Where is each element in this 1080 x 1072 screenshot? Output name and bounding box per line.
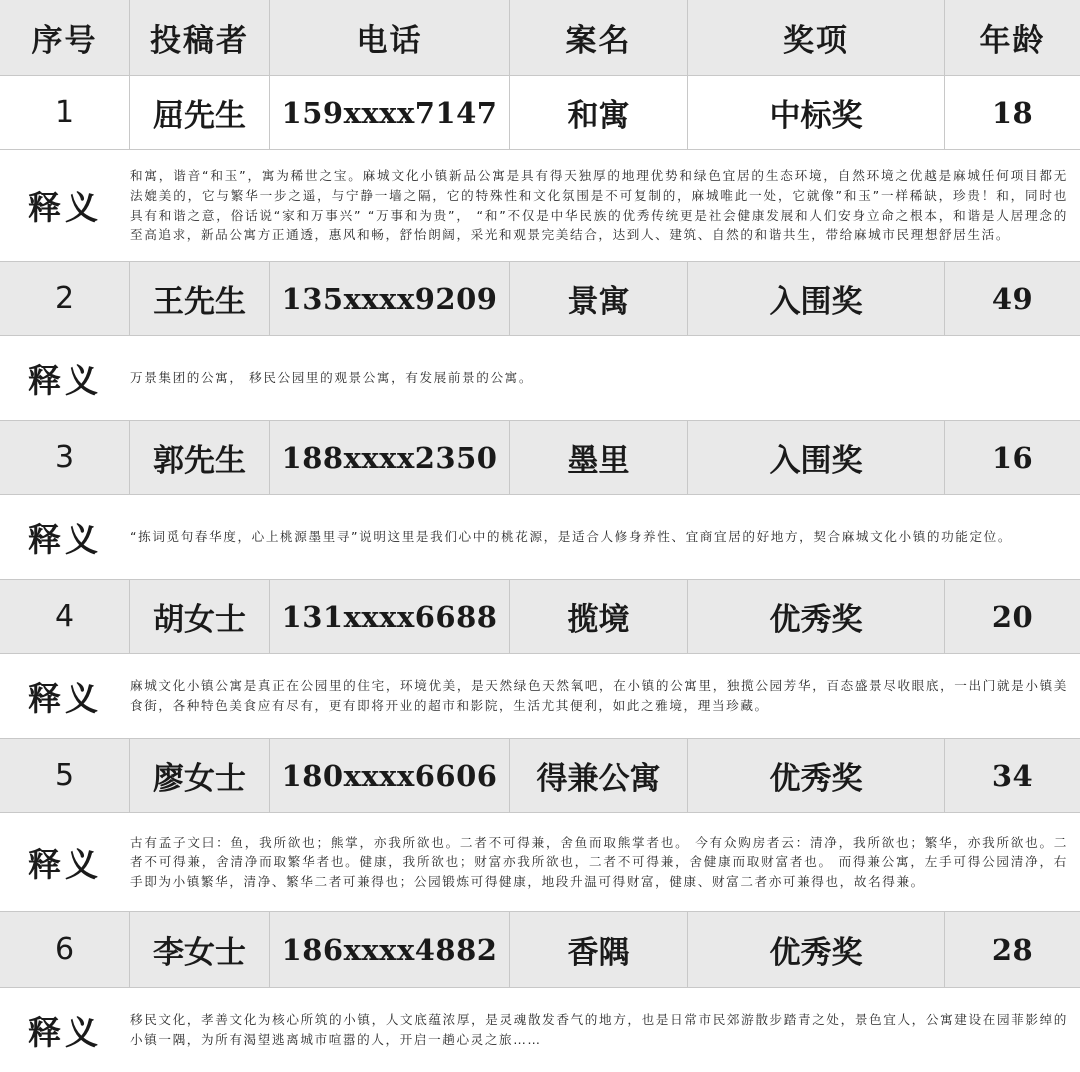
desc-text-content: 古有孟子文曰：鱼，我所欲也；熊掌，亦我所欲也。二者不可得兼，舍鱼而取熊掌者也。 今有众购房者云：清净，我所欲也；繁华，亦我所欲也。二者不可得兼，舍清净而取繁华者也。健康，我所欲也；财富亦我所欲也，二者不可得兼，舍健康而取财富者也。 而得兼公寓，左手可得公园清净，右手即为小镇繁华，清净、繁华二者可兼得也；公园锻炼可得健康，地段升温可得财富，健康、财富二者亦可兼得也，故名得兼。 <box>130 834 1068 889</box>
entry-no: 1 <box>0 76 130 149</box>
entry-case-name: 墨里 <box>510 421 688 494</box>
desc-text <box>130 654 1080 738</box>
entry-award: 入围奖 <box>688 262 945 335</box>
entry-case-name: 得兼公寓 <box>510 739 688 812</box>
header-phone: 电话 <box>270 0 510 75</box>
table-row <box>0 262 1080 336</box>
entry-no: 2 <box>0 262 130 335</box>
desc-text-content: 麻城文化小镇公寓是真正在公园里的住宅，环境优美，是天然绿色天然氧吧，在小镇的公寓里，独揽公园芳华，百态盛景尽收眼底，一出门就是小镇美食街，各种特色美食应有尽有，更有即将开业的超市和影院，生活尤其便利，如此之雅境，理当珍藏。 <box>130 678 1068 713</box>
desc-label: 释义 <box>28 1012 102 1052</box>
entry-age: 34 <box>991 758 1034 793</box>
entry-award: 优秀奖 <box>688 739 945 812</box>
entry-phone: 186xxxx4882 <box>270 912 510 987</box>
desc-text <box>130 813 1080 911</box>
entry-contributor: 廖女士 <box>130 739 270 812</box>
header-case-name: 案名 <box>510 0 688 75</box>
entry-age: 20 <box>991 599 1034 634</box>
desc-row <box>0 654 1080 739</box>
entry-phone: 180xxxx6606 <box>270 739 510 812</box>
desc-label: 释义 <box>28 844 102 884</box>
entry-phone: 159xxxx7147 <box>270 76 510 149</box>
desc-text-content: 移民文化，孝善文化为核心所筑的小镇，人文底蕴浓厚，是灵魂散发香气的地方，也是日常市民郊游散步踏青之处，景色宜人，公寓建设在园菲影绰的小镇一隅，为所有渴望逃离城市喧嚣的人，开启一趟心灵之旅…… <box>130 1012 1068 1047</box>
header-row <box>0 0 1080 76</box>
entry-contributor: 胡女士 <box>130 580 270 653</box>
table-row <box>0 421 1080 495</box>
desc-text-content: 万景集团的公寓， 移民公园里的观景公寓，有发展前景的公寓。 <box>130 370 534 386</box>
desc-text <box>130 150 1080 261</box>
desc-text-content: 和寓，谐音“和玉”，寓为稀世之宝。麻城文化小镇新品公寓是具有得天独厚的地理优势和绿色宜居的生态环境，自然环境之优越是麻城任何项目都无法媲美的，它与繁华一步之遥，与宁静一墙之隔，它的特殊性和文化氛围是不可复制的，麻城唯此一处，它就像”和玉”一样稀缺，珍贵！和，同时也具有和谐之意，俗话说“家和万事兴” “万事和为贵”， “和”不仅是中华民族的优秀传统更是社会健康发展和人们安身立命之根本，和谐是人居理念的至高追求，新品公寓方正通透，惠风和畅，舒怡朗阔，采光和观景完美结合，达到人、建筑、自然的和谐共生，带给麻城市民理想舒居生活。 <box>130 168 1068 243</box>
entry-age: 49 <box>991 281 1034 316</box>
desc-label: 释义 <box>28 678 102 718</box>
desc-label: 释义 <box>28 360 102 400</box>
entry-age: 28 <box>991 932 1034 967</box>
table-row <box>0 76 1080 150</box>
entry-phone: 188xxxx2350 <box>270 421 510 494</box>
entry-no: 4 <box>0 580 130 653</box>
entry-case-name: 香隅 <box>510 912 688 987</box>
entry-case-name: 景寓 <box>510 262 688 335</box>
header-award: 奖项 <box>688 0 945 75</box>
entry-award: 优秀奖 <box>688 580 945 653</box>
entry-contributor: 李女士 <box>130 912 270 987</box>
desc-row <box>0 495 1080 580</box>
entry-contributor: 郭先生 <box>130 421 270 494</box>
header-contributor: 投稿者 <box>130 0 270 75</box>
entry-contributor: 屈先生 <box>130 76 270 149</box>
desc-label: 释义 <box>28 188 102 227</box>
desc-row <box>0 150 1080 262</box>
entry-no: 3 <box>0 421 130 494</box>
entry-award: 优秀奖 <box>688 912 945 987</box>
entry-case-name: 和寓 <box>510 76 688 149</box>
entry-contributor: 王先生 <box>130 262 270 335</box>
desc-text <box>130 988 1080 1072</box>
table-row <box>0 912 1080 988</box>
entry-phone: 135xxxx9209 <box>270 262 510 335</box>
entry-award: 入围奖 <box>688 421 945 494</box>
desc-row <box>0 988 1080 1072</box>
header-age: 年龄 <box>979 23 1046 59</box>
entry-no: 6 <box>0 912 130 987</box>
table-row <box>0 739 1080 813</box>
entry-case-name: 揽境 <box>510 580 688 653</box>
desc-text <box>130 495 1080 579</box>
entry-award: 中标奖 <box>688 76 945 149</box>
desc-text <box>130 336 1080 420</box>
desc-label: 释义 <box>28 519 102 559</box>
entry-no: 5 <box>0 739 130 812</box>
table-row <box>0 580 1080 654</box>
entry-age: 18 <box>991 95 1034 130</box>
desc-row <box>0 336 1080 421</box>
entry-age: 16 <box>991 440 1034 475</box>
entry-phone: 131xxxx6688 <box>270 580 510 653</box>
desc-text-content: “拣词觅句春华度，心上桃源墨里寻”说明这里是我们心中的桃花源，是适合人修身养性、宜商宜居的好地方，契合麻城文化小镇的功能定位。 <box>130 529 1013 545</box>
header-no: 序号 <box>0 0 130 75</box>
desc-row <box>0 813 1080 912</box>
